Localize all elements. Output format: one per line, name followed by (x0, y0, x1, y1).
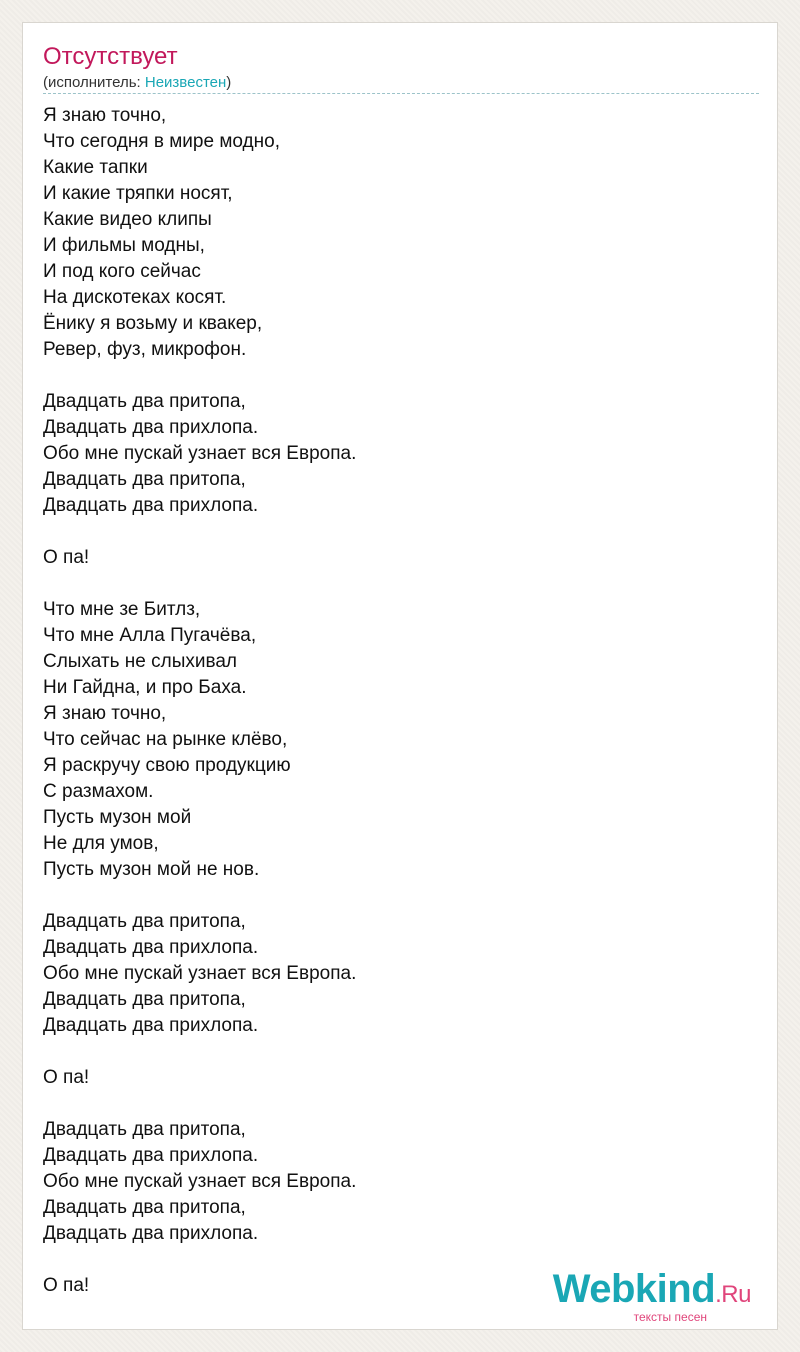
lyric-line: Двадцать два прихлопа. (43, 417, 259, 438)
artist-link[interactable]: Неизвестен (144, 74, 227, 91)
logo-main-text: Webkind (552, 1267, 716, 1311)
lyrics-card (22, 22, 778, 1330)
lyric-line: И фильмы модны, (43, 235, 205, 256)
lyric-line: Двадцать два прихлопа. (43, 1015, 259, 1036)
lyric-line: На дискотеках косят. (43, 287, 227, 308)
lyric-line: Какие видео клипы (43, 209, 212, 230)
lyric-line: Что мне Алла Пугачёва, (43, 625, 257, 646)
stanza-break (43, 883, 743, 909)
stanza-break (43, 571, 743, 597)
artist-prefix: (исполнитель: (43, 74, 145, 91)
lyric-line: Пусть музон мой (43, 807, 192, 828)
lyric-line: Обо мне пускай узнает вся Европа. (43, 443, 357, 464)
lyric-line: Что сегодня в мире модно, (43, 131, 280, 152)
stanza-break (43, 363, 743, 389)
lyric-line: О па! (43, 547, 90, 568)
lyric-line: Двадцать два притопа, (43, 469, 246, 490)
stanza-break (43, 1039, 743, 1065)
artist-suffix: ) (226, 74, 232, 91)
lyrics-text (43, 103, 743, 1299)
lyric-line: Двадцать два притопа, (43, 1197, 246, 1218)
lyric-line: Ёнику я возьму и квакер, (43, 313, 263, 334)
lyric-line: Двадцать два прихлопа. (43, 937, 259, 958)
lyric-line: И какие тряпки носят, (43, 183, 233, 204)
title-divider (43, 93, 759, 94)
stanza-break (43, 519, 743, 545)
lyric-line: Двадцать два притопа, (43, 391, 246, 412)
lyric-line: Не для умов, (43, 833, 159, 854)
lyric-line: Двадцать два прихлопа. (43, 495, 259, 516)
lyric-line: О па! (43, 1067, 90, 1088)
lyric-line: Обо мне пускай узнает вся Европа. (43, 963, 357, 984)
lyric-line: Обо мне пускай узнает вся Европа. (43, 1171, 357, 1192)
lyric-line: Двадцать два притопа, (43, 1119, 246, 1140)
logo-domain-suffix: .Ru (715, 1281, 751, 1308)
lyric-line: И под кого сейчас (43, 261, 201, 282)
lyric-line: О па! (43, 1275, 90, 1296)
lyric-line: Двадцать два притопа, (43, 911, 246, 932)
lyric-line: С размахом. (43, 781, 154, 802)
lyric-line: Ревер, фуз, микрофон. (43, 339, 247, 360)
lyric-line: Что мне зе Битлз, (43, 599, 201, 620)
lyric-line: Пусть музон мой не нов. (43, 859, 260, 880)
logo-tagline: тексты песен (633, 1310, 707, 1324)
lyric-line: Двадцать два притопа, (43, 989, 246, 1010)
lyric-line: Я знаю точно, (43, 703, 167, 724)
lyric-line: Какие тапки (43, 157, 148, 178)
lyric-line: Двадцать два прихлопа. (43, 1223, 259, 1244)
lyric-line: Двадцать два прихлопа. (43, 1145, 259, 1166)
lyric-line: Ни Гайдна, и про Баха. (43, 677, 247, 698)
logo-wordmark (553, 1269, 751, 1315)
artist-line (43, 73, 231, 93)
stanza-break (43, 1091, 743, 1117)
song-title: Отсутствует (43, 43, 178, 70)
lyric-line: Я раскручу свою продукцию (43, 755, 291, 776)
lyric-line: Слыхать не слыхивал (43, 651, 238, 672)
lyric-line: Я знаю точно, (43, 105, 167, 126)
webkind-logo[interactable] (553, 1269, 751, 1323)
lyric-line: Что сейчас на рынке клёво, (43, 729, 288, 750)
